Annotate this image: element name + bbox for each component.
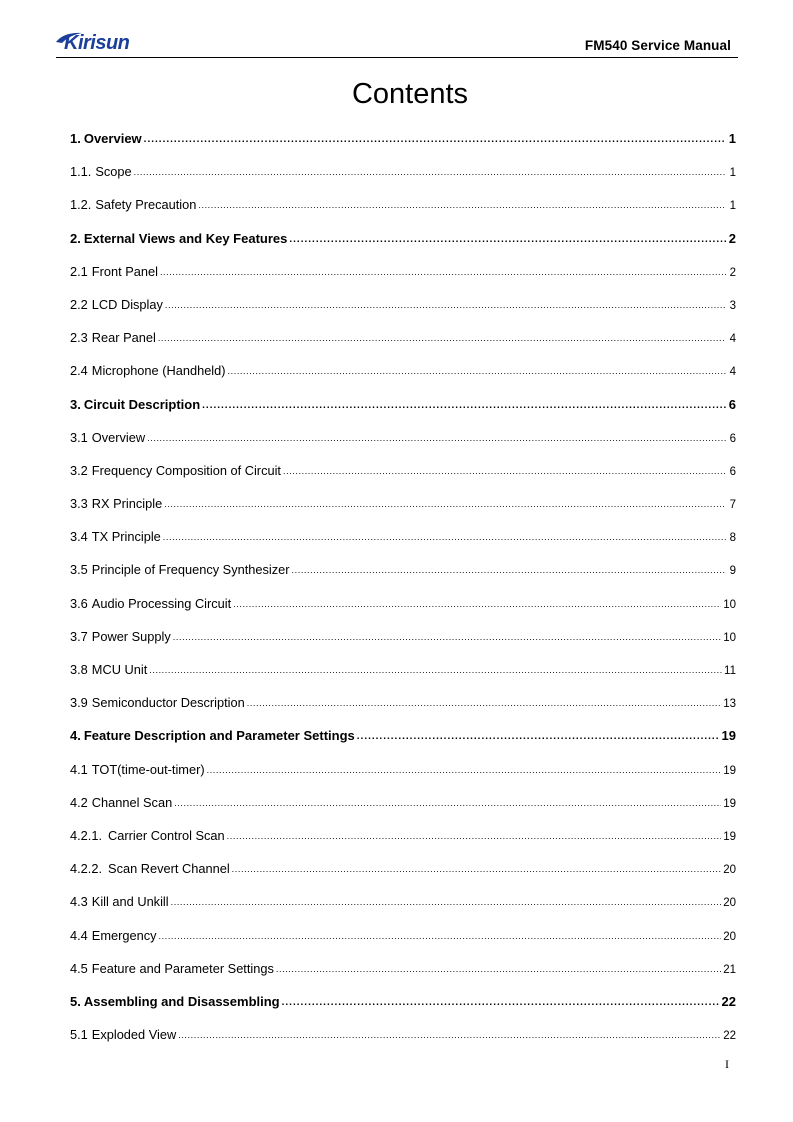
toc-entry[interactable] <box>70 222 736 255</box>
toc-entry[interactable] <box>70 255 736 288</box>
toc-dot-leader <box>283 455 726 488</box>
toc-entry-title: Carrier Control Scan <box>108 827 225 843</box>
toc-entry-title: Rear Panel <box>91 330 156 346</box>
toc-entry-title: Power Supply <box>91 628 171 644</box>
toc-entry-title: MCU Unit <box>91 662 148 677</box>
toc-dot-leader <box>149 654 722 687</box>
toc-entry[interactable] <box>70 1018 736 1051</box>
toc-entry-page: 1 <box>729 167 736 180</box>
toc-dot-leader <box>163 521 726 554</box>
toc-dot-leader <box>276 953 721 986</box>
toc-entry-title: Circuit Description <box>83 396 201 412</box>
toc-dot-leader <box>282 986 720 1019</box>
toc-entry[interactable] <box>70 388 736 421</box>
toc-entry-number: 3.7 <box>70 628 88 644</box>
table-of-contents <box>70 122 736 1051</box>
toc-entry-number: 5. <box>70 993 81 1009</box>
toc-entry[interactable] <box>70 885 736 918</box>
toc-dot-leader <box>232 853 722 886</box>
toc-entry-page: 21 <box>723 963 736 976</box>
toc-entry-title: Feature Description and Parameter Settings <box>83 728 355 744</box>
toc-dot-leader <box>174 787 721 820</box>
toc-dot-leader <box>165 289 726 322</box>
toc-entry-page: 8 <box>729 532 736 545</box>
toc-entry-title: Audio Processing Circuit <box>91 595 232 611</box>
toc-entry[interactable] <box>70 653 736 686</box>
toc-entry-number: 3.2 <box>70 462 88 478</box>
toc-dot-leader <box>292 554 726 587</box>
toc-entry-title: Frequency Composition of Circuit <box>91 462 281 478</box>
toc-dot-leader <box>173 621 721 654</box>
toc-entry-title: External Views and Key Features <box>83 230 288 246</box>
toc-entry[interactable] <box>70 354 736 387</box>
toc-entry[interactable] <box>70 454 736 487</box>
toc-entry[interactable] <box>70 919 736 952</box>
toc-entry[interactable] <box>70 719 736 752</box>
toc-entry[interactable] <box>70 421 736 454</box>
toc-entry-page: 9 <box>729 565 736 578</box>
toc-entry-page: 1 <box>728 131 736 146</box>
toc-entry-page: 6 <box>729 432 736 445</box>
toc-entry-page: 20 <box>723 930 736 943</box>
toc-entry[interactable] <box>70 520 736 553</box>
toc-entry-number: 4.4 <box>70 927 88 943</box>
document-title: FM540 Service Manual <box>584 38 731 53</box>
toc-entry[interactable] <box>70 985 736 1018</box>
toc-entry-page: 10 <box>723 598 736 611</box>
toc-entry-title: TX Principle <box>91 529 161 545</box>
toc-entry-title: RX Principle <box>91 496 163 512</box>
toc-dot-leader <box>178 1019 721 1052</box>
toc-entry-page: 2 <box>729 266 736 279</box>
toc-entry-number: 3.8 <box>70 662 88 677</box>
toc-entry-page: 2 <box>728 230 736 246</box>
toc-entry-number: 3.6 <box>70 595 88 611</box>
toc-entry-title: Emergency <box>91 927 157 943</box>
toc-entry[interactable] <box>70 155 736 188</box>
toc-dot-leader <box>147 422 726 455</box>
toc-entry-title: Scope <box>95 164 132 180</box>
toc-entry-title: Front Panel <box>91 263 158 279</box>
toc-entry-title: Exploded View <box>91 1027 177 1043</box>
toc-entry-number: 4.2.2. <box>70 861 103 877</box>
toc-dot-leader <box>202 389 726 422</box>
toc-dot-leader <box>198 189 726 222</box>
toc-entry-number: 3.9 <box>70 695 88 711</box>
toc-entry-number: 4.2 <box>70 794 88 810</box>
toc-entry-number: 2.1 <box>70 263 88 279</box>
toc-entry-number: 3.3 <box>70 496 88 512</box>
toc-entry-page: 19 <box>723 764 736 777</box>
toc-dot-leader <box>144 123 726 156</box>
toc-dot-leader <box>171 886 722 919</box>
toc-entry[interactable] <box>70 321 736 354</box>
toc-entry-page: 11 <box>724 665 736 677</box>
toc-entry-number: 3.1 <box>70 429 88 445</box>
toc-dot-leader <box>159 920 722 953</box>
toc-entry-page: 22 <box>721 993 736 1009</box>
toc-entry-number: 4.1 <box>70 761 88 777</box>
toc-entry-page: 13 <box>723 698 736 711</box>
toc-entry-page: 22 <box>723 1030 736 1043</box>
toc-entry[interactable] <box>70 786 736 819</box>
kirisun-logo <box>54 28 150 54</box>
svg-text:Kirisun: Kirisun <box>64 32 130 54</box>
toc-entry[interactable] <box>70 952 736 985</box>
toc-entry-number: 1.2. <box>70 197 92 213</box>
toc-entry[interactable] <box>70 852 736 885</box>
toc-entry-page: 19 <box>721 728 736 744</box>
toc-dot-leader <box>134 156 726 189</box>
toc-entry-page: 4 <box>729 366 736 379</box>
toc-dot-leader <box>164 488 726 521</box>
toc-entry-page: 19 <box>723 797 736 810</box>
toc-entry[interactable] <box>70 122 736 155</box>
toc-dot-leader <box>207 754 722 787</box>
header-divider <box>56 57 738 58</box>
toc-entry-title: Scan Revert Channel <box>108 861 230 877</box>
toc-entry-number: 2.2 <box>70 296 88 312</box>
toc-entry-number: 2.4 <box>70 363 88 379</box>
toc-entry-title: Principle of Frequency Synthesizer <box>91 562 290 578</box>
toc-entry[interactable] <box>70 686 736 719</box>
toc-dot-leader <box>158 322 726 355</box>
toc-entry[interactable] <box>70 487 736 520</box>
toc-entry-page: 3 <box>729 299 736 312</box>
toc-entry-title: Safety Precaution <box>95 197 197 213</box>
toc-entry-page: 6 <box>728 396 736 412</box>
toc-entry-number: 5.1 <box>70 1027 88 1043</box>
toc-entry-title: TOT(time-out-timer) <box>91 761 205 777</box>
toc-dot-leader <box>357 720 720 753</box>
toc-entry-number: 4. <box>70 728 81 744</box>
toc-entry-page: 6 <box>729 465 736 478</box>
toc-entry-title: Overview <box>83 131 142 146</box>
toc-entry-title: Channel Scan <box>91 794 173 810</box>
toc-dot-leader <box>160 256 726 289</box>
toc-entry-page: 19 <box>723 830 736 843</box>
contents-heading: Contents <box>351 78 469 110</box>
toc-entry-title: Assembling and Disassembling <box>83 993 280 1009</box>
toc-entry-number: 3. <box>70 396 81 412</box>
toc-dot-leader <box>228 355 726 388</box>
toc-entry-title: LCD Display <box>91 296 163 312</box>
toc-entry[interactable] <box>70 753 736 786</box>
toc-entry-title: Microphone (Handheld) <box>91 363 226 379</box>
toc-entry-title: Semiconductor Description <box>91 695 245 711</box>
toc-entry-page: 1 <box>729 200 736 213</box>
toc-entry[interactable] <box>70 553 736 586</box>
toc-entry-page: 4 <box>729 333 736 346</box>
toc-entry[interactable] <box>70 819 736 852</box>
toc-entry-number: 4.2.1. <box>70 827 103 843</box>
toc-entry-number: 3.5 <box>70 562 88 578</box>
toc-entry-number: 4.5 <box>70 960 88 976</box>
toc-entry-page: 7 <box>729 499 736 512</box>
toc-entry-number: 4.3 <box>70 894 88 910</box>
toc-entry-title: Kill and Unkill <box>91 894 169 910</box>
toc-entry-number: 3.4 <box>70 529 88 545</box>
toc-entry-title: Overview <box>91 429 146 445</box>
toc-entry-page: 20 <box>723 897 736 910</box>
toc-entry[interactable] <box>70 188 736 221</box>
toc-entry[interactable] <box>70 587 736 620</box>
toc-entry-number: 1.1. <box>70 164 92 180</box>
toc-dot-leader <box>227 820 722 853</box>
toc-entry-number: 1. <box>70 131 81 146</box>
toc-dot-leader <box>289 223 726 256</box>
toc-entry-number: 2. <box>70 230 81 246</box>
toc-entry[interactable] <box>70 620 736 653</box>
toc-dot-leader <box>247 687 721 720</box>
toc-entry[interactable] <box>70 288 736 321</box>
toc-entry-page: 10 <box>723 631 736 644</box>
page-number: I <box>725 1057 729 1071</box>
toc-entry-page: 20 <box>723 864 736 877</box>
toc-entry-number: 2.3 <box>70 330 88 346</box>
toc-dot-leader <box>233 588 721 621</box>
toc-entry-title: Feature and Parameter Settings <box>91 960 274 976</box>
